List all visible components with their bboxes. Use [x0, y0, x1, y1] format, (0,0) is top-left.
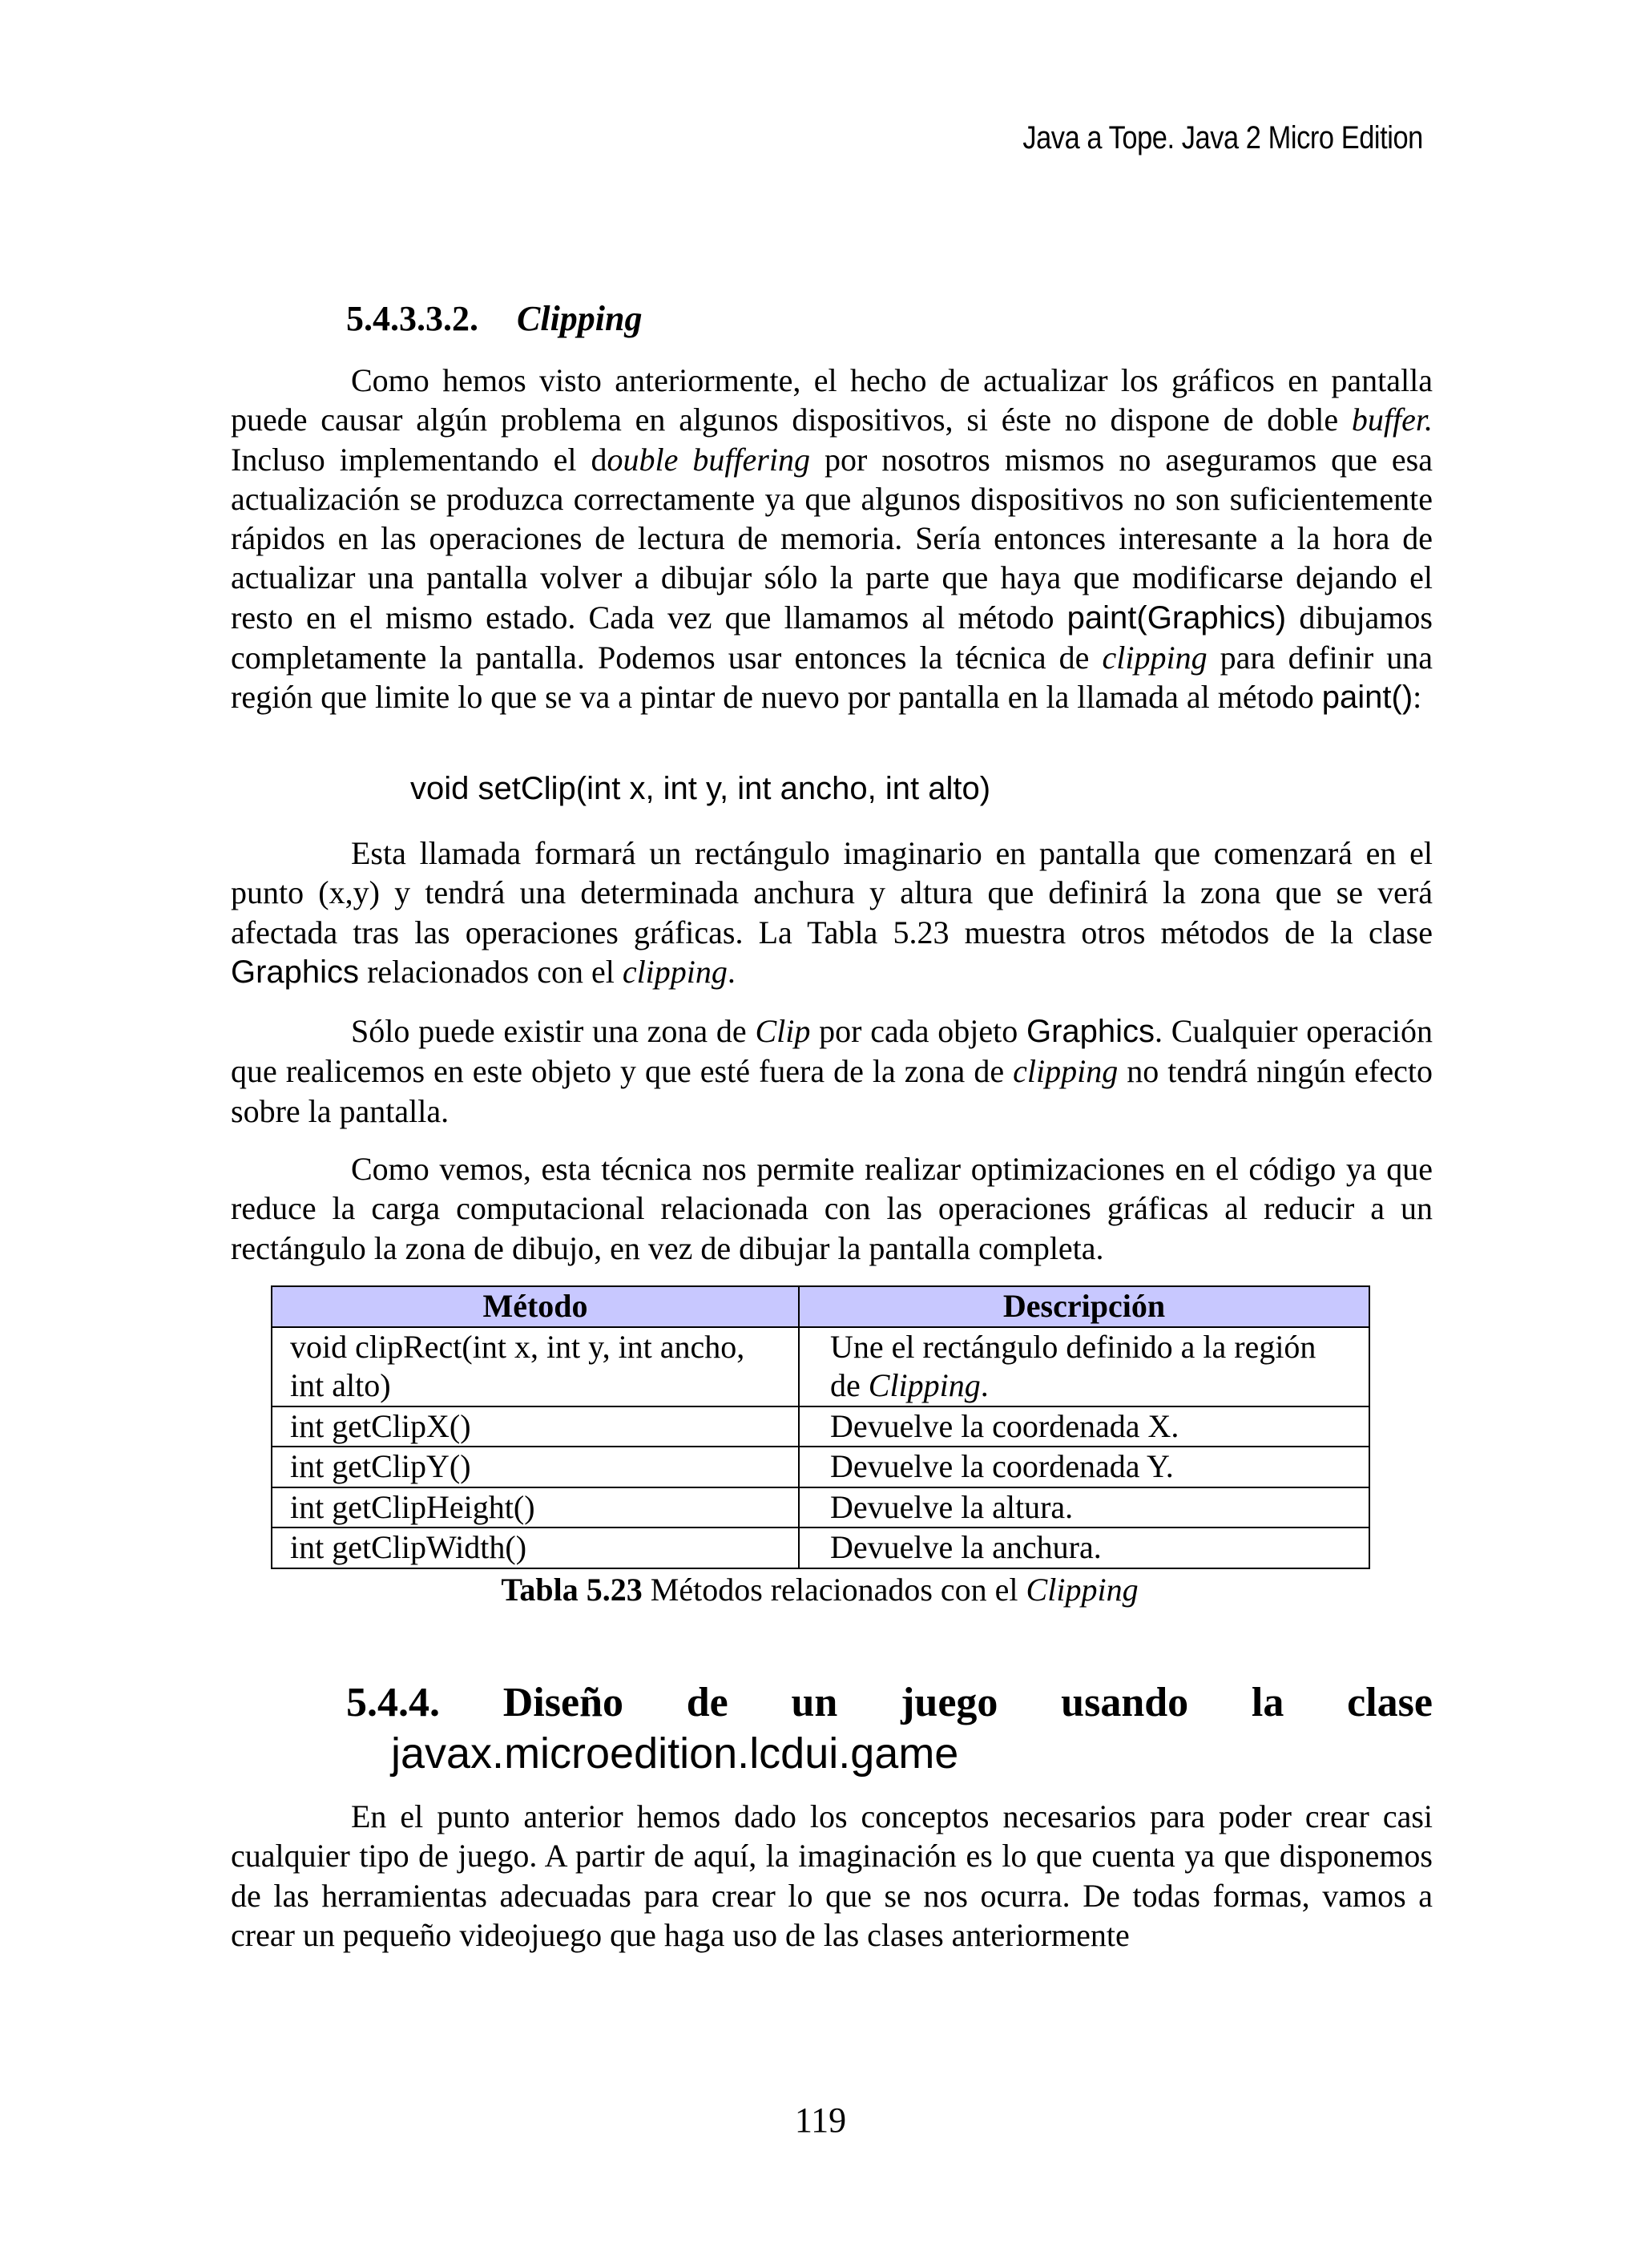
section-heading: 5.4.4. Diseño de un juego usando la clase javax.microedition.lcdui.game — [346, 1677, 1433, 1778]
paragraph-4: Como vemos, esta técnica nos permite realizar optimizaciones en el código ya que reduce la carga computacional relacionada con las operaciones gráficas al reducir a un rectángulo la zona de dibujo, en vez de dibujar la pantalla completa. — [231, 1151, 1433, 1266]
paragraph-5: En el punto anterior hemos dado los conceptos necesarios para poder crear casi cualquier tipo de juego. A partir de aquí, la imaginación es lo que cuenta ya que disponemos de las herramientas adecuadas para crear lo que se nos ocurra. De todas formas, vamos a crear un pequeño videojuego que haga uso de las clases anteriormente — [231, 1798, 1433, 1953]
code-inline: Graphics — [1026, 1014, 1155, 1049]
code-inline: paint() — [1321, 680, 1413, 716]
paragraph-1: Como hemos visto anteriormente, el hecho de actualizar los gráficos en pantalla puede causar algún problema en algunos dispositivos, si éste no dispone de doble buffer. Incluso implementando el double buffering por nosotros mismos no aseguramos que esa actualización se produzca correctamente ya que algunos dispositivos no son suficientemente rápidos en las operaciones de lectura de memoria. Sería entonces interesante a la hora de actualizar una pantalla volver a dibujar sólo la parte que haya que modificarse dejando el resto en el mismo estado. Cada vez que llamamos al método paint(Graphics) dibujamos completamente la pantalla. Podemos usar entonces la técnica de clipping para definir una región que limite lo que se va a pintar de nuevo por pantalla en la llamada al método paint(): — [231, 362, 1433, 716]
table-cell-description: Devuelve la coordenada Y. — [799, 1447, 1369, 1487]
table-row — [272, 1527, 1369, 1568]
table-row — [272, 1447, 1369, 1487]
table-cell-method: int getClipHeight() — [272, 1487, 799, 1528]
code-inline: Graphics — [231, 954, 360, 990]
caption-label: Tabla 5.23 — [501, 1572, 643, 1608]
table-cell-method: void clipRect(int x, int y, int ancho, int alto) — [272, 1327, 799, 1406]
table-header-row — [272, 1286, 1369, 1327]
page-number: 119 — [794, 2101, 847, 2140]
section-package-name: javax.microedition.lcdui.game — [391, 1729, 959, 1778]
code-inline: paint(Graphics) — [1066, 599, 1287, 636]
table-cell-description: Devuelve la anchura. — [799, 1527, 1369, 1568]
table-cell-method: int getClipX() — [272, 1406, 799, 1447]
table-cell-method: int getClipY() — [272, 1447, 799, 1487]
methods-table — [271, 1285, 1370, 1569]
paragraph-3: Sólo puede existir una zona de Clip por cada objeto Graphics. Cualquier operación que realicemos en este objeto y que esté fuera de la zona de clipping no tendrá ningún efecto sobre la pantalla. — [231, 1013, 1433, 1129]
table-header-cell: Método — [272, 1286, 799, 1327]
subsection-number: 5.4.3.3.2. — [346, 299, 478, 338]
table-cell-description: Devuelve la altura. — [799, 1487, 1369, 1528]
table-cell-description: Devuelve la coordenada X. — [799, 1406, 1369, 1447]
table-caption: Tabla 5.23 Métodos relacionados con el Clipping — [501, 1572, 1139, 1608]
table-row — [272, 1327, 1369, 1406]
running-header: Java a Tope. Java 2 Micro Edition — [1022, 120, 1423, 155]
subsection-title: Clipping — [517, 299, 643, 338]
table-row — [272, 1487, 1369, 1528]
table-cell-description: Une el rectángulo definido a la región de Clipping. — [799, 1327, 1369, 1406]
table-row — [272, 1406, 1369, 1447]
table-header-cell: Descripción — [799, 1286, 1369, 1327]
table-cell-method: int getClipWidth() — [272, 1527, 799, 1568]
paragraph-2: Esta llamada formará un rectángulo imaginario en pantalla que comenzará en el punto (x,y) y tendrá una determinada anchura y altura que definirá la zona que se verá afectada tras las operaciones gráficas. La Tabla 5.23 muestra otros métodos de la clase Graphics relacionados con el clipping. — [231, 835, 1433, 990]
section-number: 5.4.4. — [346, 1680, 440, 1725]
code-line: void setClip(int x, int y, int ancho, int alto) — [410, 771, 991, 806]
subsection-heading — [346, 298, 643, 339]
